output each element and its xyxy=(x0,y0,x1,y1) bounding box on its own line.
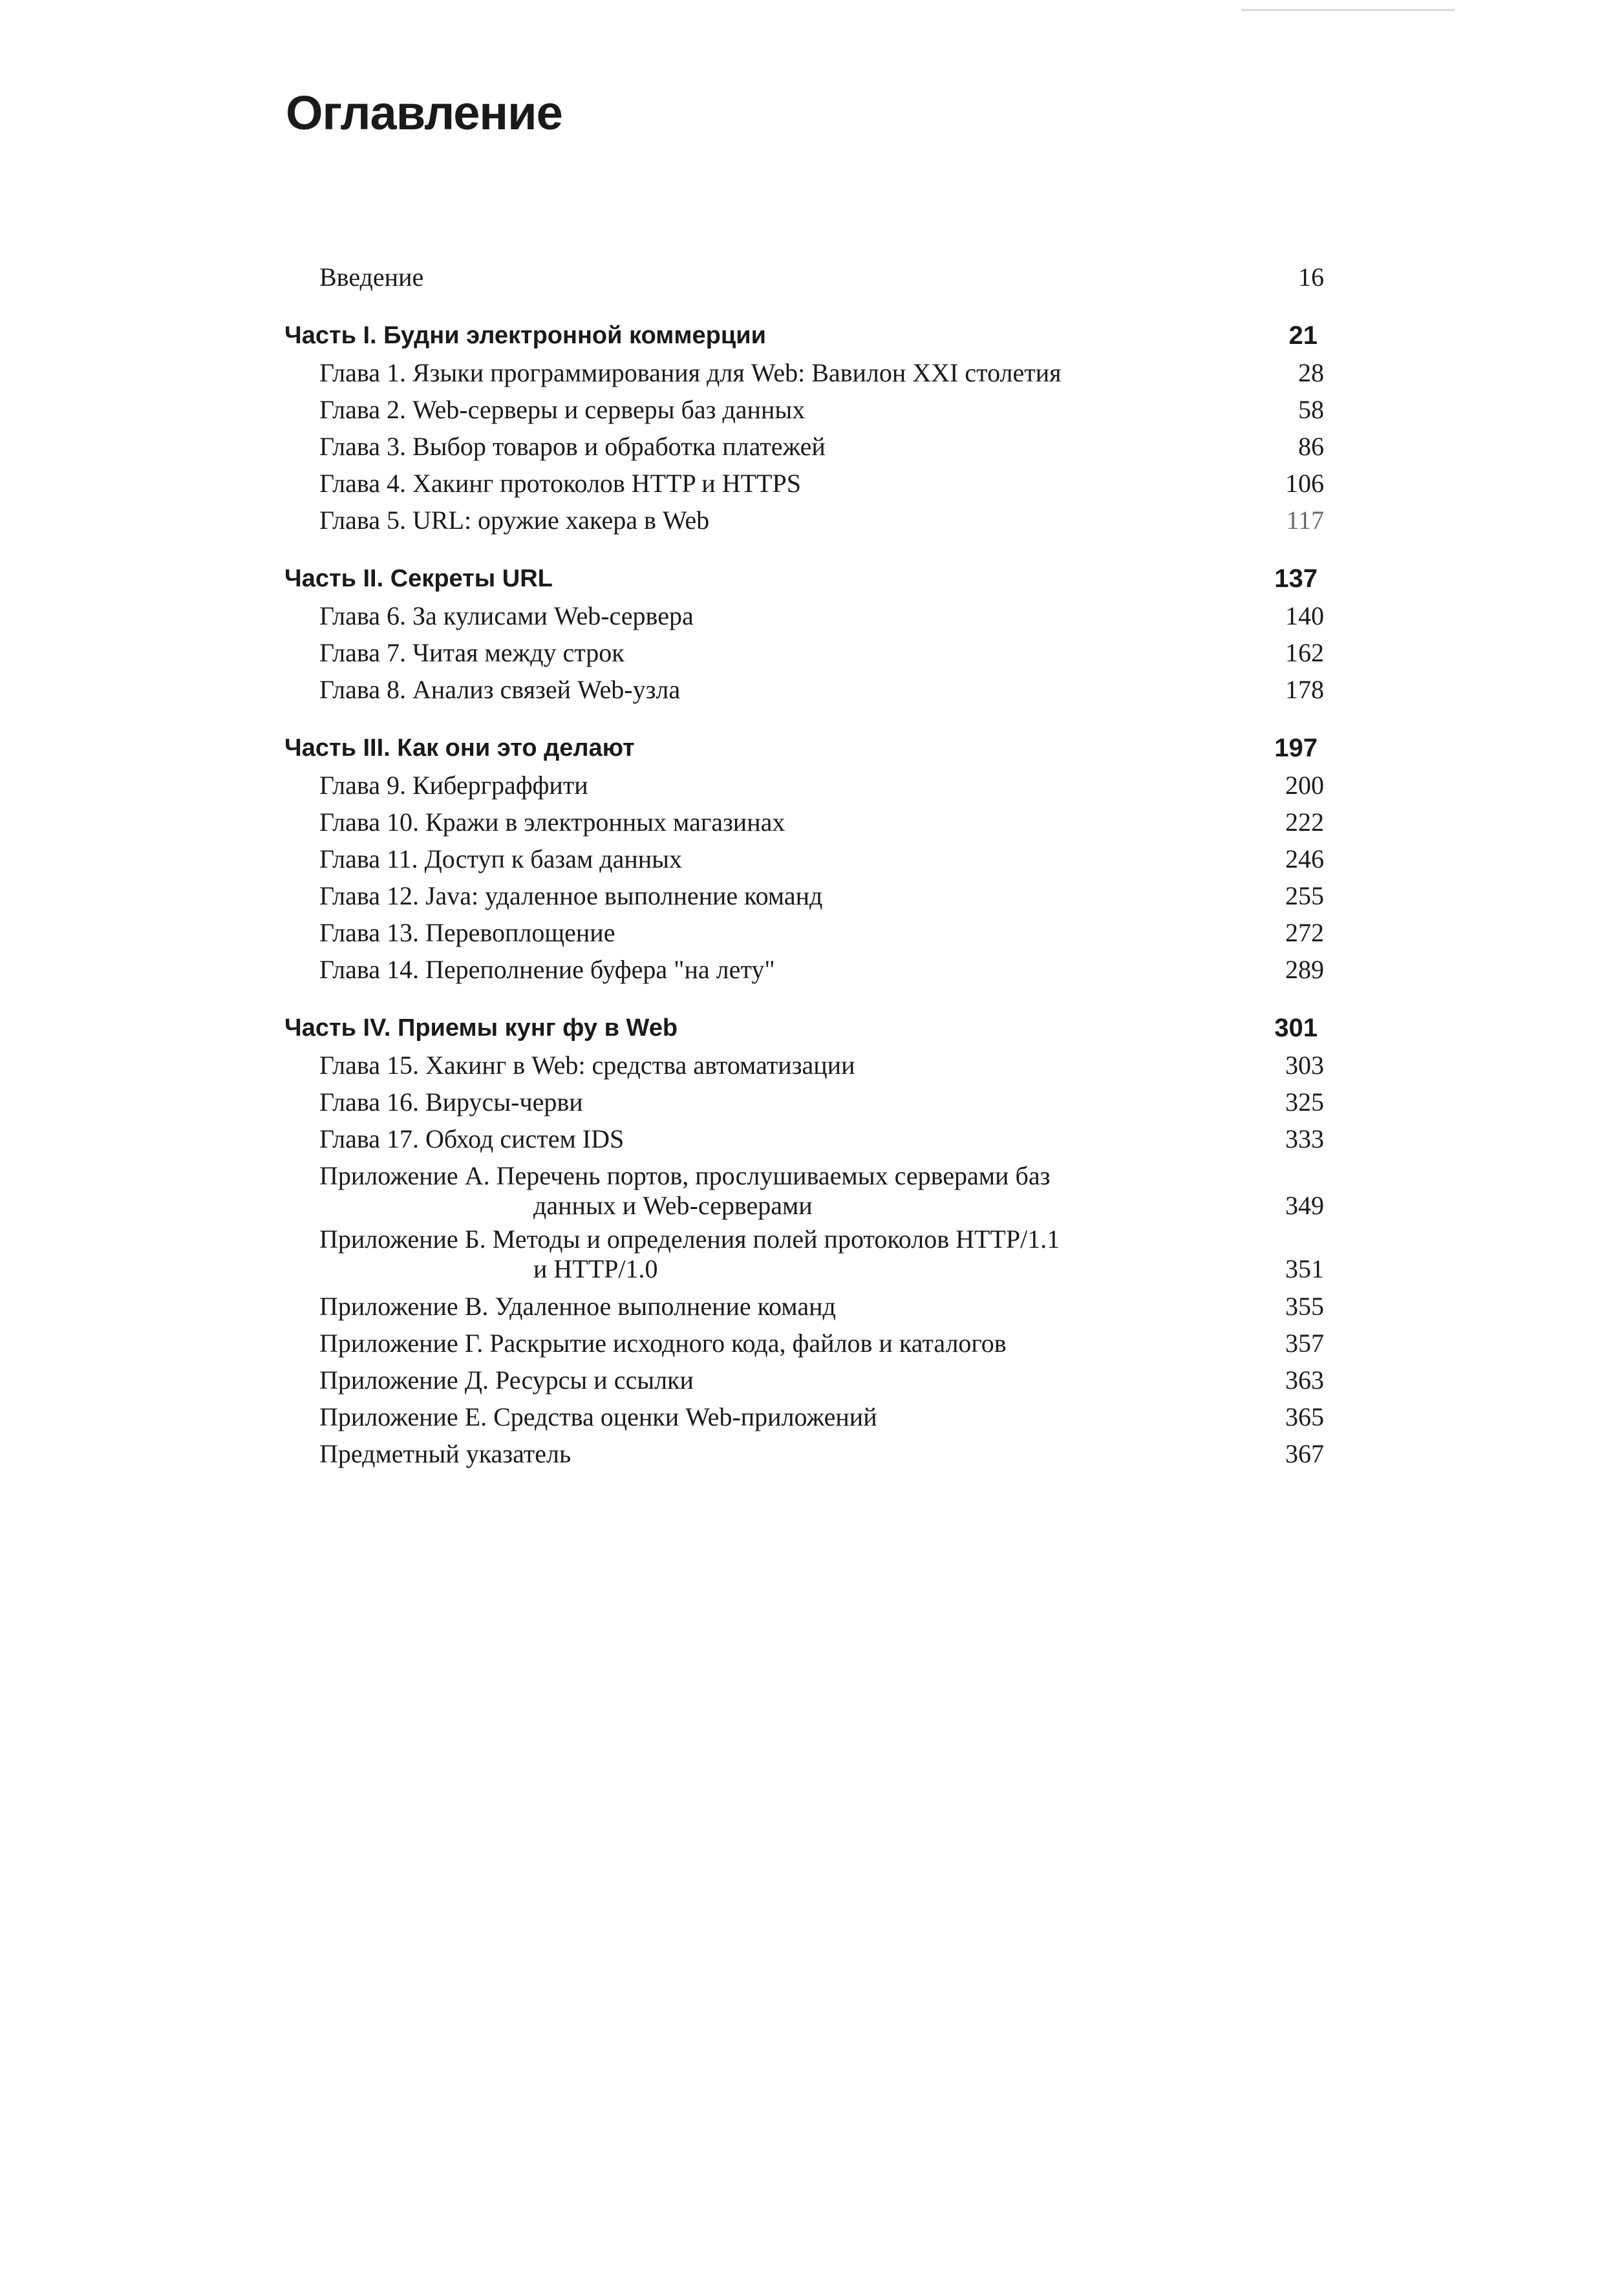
chapter-label: Глава 16. Вирусы-черви xyxy=(319,1087,583,1117)
appendix-label-line2: данных и Web-серверами xyxy=(533,1191,813,1220)
toc-part-3 xyxy=(284,730,1332,767)
appendix-label-line2: и HTTP/1.0 xyxy=(533,1254,658,1283)
chapter-page-number: 255 xyxy=(1285,881,1324,910)
toc-appendix-g xyxy=(284,1325,1332,1362)
chapter-page-number: 106 xyxy=(1285,469,1324,498)
toc-chapter xyxy=(284,1120,1332,1157)
chapter-page-number: 272 xyxy=(1285,918,1324,947)
scan-artifact-line xyxy=(1241,9,1455,11)
page-title: Оглавление xyxy=(286,86,562,140)
chapter-label: Глава 7. Читая между строк xyxy=(319,638,625,667)
entry-page-number: 367 xyxy=(1285,1439,1324,1468)
toc-entry-index xyxy=(284,1435,1332,1472)
toc-chapter xyxy=(284,597,1332,634)
entry-label: Предметный указатель xyxy=(319,1439,572,1468)
chapter-label: Глава 6. За кулисами Web-сервера xyxy=(319,601,694,630)
toc-appendix-v xyxy=(284,1288,1332,1325)
entry-page-number: 16 xyxy=(1298,262,1324,292)
toc-appendix-b xyxy=(284,1225,1332,1284)
chapter-label: Глава 2. Web-серверы и серверы баз данных xyxy=(319,395,806,424)
chapter-page-number: 325 xyxy=(1285,1087,1324,1117)
toc-chapter xyxy=(284,1084,1332,1120)
appendix-label-line1: Приложение А. Перечень портов, прослушиваемых серверами баз xyxy=(319,1161,1051,1190)
chapter-label: Глава 5. URL: оружие хакера в Web xyxy=(319,506,710,535)
chapter-page-number: 140 xyxy=(1285,601,1324,630)
toc-chapter xyxy=(284,767,1332,804)
appendix-page-number: 365 xyxy=(1285,1402,1324,1431)
part-label: Часть IV. Приемы кунг фу в Web xyxy=(284,1014,678,1042)
appendix-page-number: 351 xyxy=(1285,1254,1324,1283)
appendix-page-number: 355 xyxy=(1285,1292,1324,1321)
chapter-label: Глава 17. Обход систем IDS xyxy=(319,1124,625,1153)
chapter-label: Глава 11. Доступ к базам данных xyxy=(319,844,683,873)
toc-part-2 xyxy=(284,561,1332,597)
chapter-label: Глава 15. Хакинг в Web: средства автоматизации xyxy=(319,1051,855,1080)
appendix-label: Приложение В. Удаленное выполнение команд xyxy=(319,1292,836,1321)
chapter-page-number: 58 xyxy=(1298,395,1324,424)
chapter-page-number: 246 xyxy=(1285,844,1324,873)
toc-chapter xyxy=(284,914,1332,951)
appendix-page-number: 357 xyxy=(1285,1329,1324,1358)
chapter-page-number: 222 xyxy=(1285,808,1324,837)
toc-entry-intro xyxy=(284,259,1332,295)
chapter-page-number: 117 xyxy=(1286,506,1324,535)
appendix-label-line1: Приложение Б. Методы и определения полей протоколов HTTP/1.1 xyxy=(319,1225,1060,1254)
appendix-label: Приложение Д. Ресурсы и ссылки xyxy=(319,1365,694,1395)
appendix-label: Приложение Г. Раскрытие исходного кода, файлов и каталогов xyxy=(319,1329,1007,1358)
chapter-label: Глава 3. Выбор товаров и обработка платежей xyxy=(319,432,826,461)
chapter-label: Глава 8. Анализ связей Web-узла xyxy=(319,675,681,704)
chapter-label: Глава 12. Java: удаленное выполнение команд xyxy=(319,881,823,910)
chapter-page-number: 162 xyxy=(1285,638,1324,667)
chapter-label: Глава 10. Кражи в электронных магазинах xyxy=(319,808,785,837)
chapter-page-number: 178 xyxy=(1285,675,1324,704)
part-page-number: 301 xyxy=(1274,1014,1318,1042)
toc-part-4 xyxy=(284,1010,1332,1047)
chapter-label: Глава 14. Переполнение буфера "на лету" xyxy=(319,955,775,984)
entry-label: Введение xyxy=(319,262,424,292)
part-label: Часть III. Как они это делают xyxy=(284,734,635,762)
toc-chapter xyxy=(284,877,1332,914)
chapter-page-number: 86 xyxy=(1298,432,1324,461)
toc-chapter xyxy=(284,840,1332,877)
appendix-page-number: 363 xyxy=(1285,1365,1324,1395)
chapter-page-number: 333 xyxy=(1285,1124,1324,1153)
toc-chapter xyxy=(284,354,1332,391)
toc-part-1 xyxy=(284,317,1332,354)
toc-chapter xyxy=(284,634,1332,671)
toc-appendix-a xyxy=(284,1161,1332,1221)
appendix-page-number: 349 xyxy=(1285,1191,1324,1220)
table-of-contents xyxy=(284,259,1332,1472)
part-label: Часть I. Будни электронной коммерции xyxy=(284,322,766,349)
chapter-label: Глава 9. Киберграффити xyxy=(319,771,588,800)
part-page-number: 137 xyxy=(1274,564,1318,593)
toc-chapter xyxy=(284,671,1332,708)
chapter-page-number: 289 xyxy=(1285,955,1324,984)
chapter-label: Глава 4. Хакинг протоколов HTTP и HTTPS xyxy=(319,469,801,498)
toc-chapter xyxy=(284,428,1332,465)
chapter-page-number: 303 xyxy=(1285,1051,1324,1080)
toc-chapter xyxy=(284,804,1332,840)
part-page-number: 21 xyxy=(1288,321,1318,350)
toc-chapter xyxy=(284,951,1332,988)
toc-chapter xyxy=(284,502,1332,539)
part-label: Часть II. Секреты URL xyxy=(284,565,553,592)
appendix-label: Приложение Е. Средства оценки Web-приложений xyxy=(319,1402,877,1431)
toc-appendix-d xyxy=(284,1362,1332,1398)
chapter-label: Глава 13. Перевоплощение xyxy=(319,918,615,947)
chapter-label: Глава 1. Языки программирования для Web: Вавилон XXI столетия xyxy=(319,358,1062,387)
toc-chapter xyxy=(284,391,1332,428)
part-page-number: 197 xyxy=(1274,734,1318,762)
toc-chapter xyxy=(284,1047,1332,1084)
toc-chapter xyxy=(284,465,1332,502)
chapter-page-number: 200 xyxy=(1285,771,1324,800)
toc-appendix-e xyxy=(284,1398,1332,1435)
chapter-page-number: 28 xyxy=(1298,358,1324,387)
